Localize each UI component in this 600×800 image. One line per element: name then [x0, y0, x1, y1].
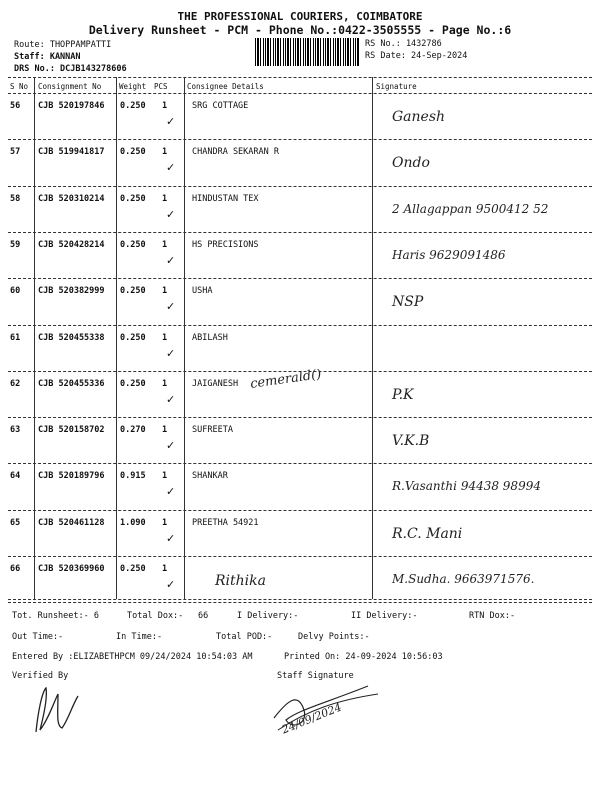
i-delivery: I Delivery:- — [237, 611, 299, 621]
row-pcs: 1 — [162, 425, 168, 436]
col-sep — [372, 77, 373, 599]
row-consignment-no: CJB 520455338 — [38, 332, 105, 343]
row-signature: NSP — [392, 294, 424, 311]
row-consignment-no: CJB 520310214 — [38, 193, 105, 204]
row-consignee: ABILASH — [192, 332, 228, 343]
drs-number: DRS No.: DCJB143278606 — [14, 64, 127, 74]
col-signature: Signature — [376, 82, 417, 91]
rtn-dox: RTN Dox:- — [469, 611, 516, 621]
row-pcs: 1 — [162, 378, 168, 389]
check-mark-icon: ✓ — [166, 439, 176, 453]
row-consignee: PREETHA 54921 — [192, 517, 259, 528]
row-rule — [8, 186, 592, 187]
row-consignment-no: CJB 520428214 — [38, 239, 105, 250]
row-sno: 56 — [10, 101, 21, 111]
check-mark-icon: ✓ — [166, 253, 176, 267]
row-pcs: 1 — [162, 101, 168, 111]
tot-runsheet: Tot. Runsheet:- 6 — [12, 611, 99, 621]
ii-delivery: II Delivery:- — [351, 611, 418, 621]
row-pcs: 1 — [162, 147, 168, 158]
in-time: In Time:- — [116, 632, 163, 642]
row-consignee: HS PRECISIONS — [192, 239, 259, 250]
runsheet-title: Delivery Runsheet - PCM - Phone No.:0422-3505555 - Page No.:6 — [88, 23, 512, 37]
row-consignee: SRG COTTAGE — [192, 101, 249, 111]
staff-signature-label: Staff Signature — [277, 671, 354, 681]
row-consignee: USHA — [192, 286, 213, 297]
check-mark-icon: ✓ — [166, 161, 176, 175]
row-weight: 0.250 — [120, 193, 146, 204]
total-dox: Total Dox:- — [127, 611, 184, 621]
row-weight: 0.250 — [120, 378, 146, 389]
staff-sig-date: 24/09/2024 — [279, 700, 344, 737]
col-sep — [34, 77, 35, 599]
delvy-points: Delvy Points:- — [298, 632, 370, 642]
row-weight: 0.250 — [120, 239, 146, 250]
row-weight: 0.250 — [120, 332, 146, 343]
barcode — [255, 38, 360, 66]
row-rule — [8, 278, 592, 279]
row-sno: 65 — [10, 517, 21, 528]
row-sno: 59 — [10, 239, 21, 250]
row-signature: Ondo — [392, 155, 430, 172]
note-row62: cemerald() — [249, 367, 323, 392]
col-consignee: Consignee Details — [187, 82, 264, 91]
table-top-rule — [8, 77, 592, 78]
row-consignee: JAIGANESH — [192, 378, 239, 389]
check-mark-icon: ✓ — [166, 207, 176, 221]
row-rule — [8, 325, 592, 326]
row-pcs: 1 — [162, 193, 168, 204]
row-pcs: 1 — [162, 517, 168, 528]
row-rule — [8, 232, 592, 233]
row-pcs: 1 — [162, 286, 168, 297]
verified-by-signature — [28, 682, 88, 737]
row-rule — [8, 602, 592, 603]
row-weight: 0.250 — [120, 564, 146, 574]
table-header-rule — [8, 93, 592, 94]
row-rule — [8, 556, 592, 557]
row-weight: 0.915 — [120, 471, 146, 482]
check-mark-icon: ✓ — [166, 115, 176, 128]
row-sno: 58 — [10, 193, 21, 204]
row-consignment-no: CJB 520158702 — [38, 425, 105, 436]
row-consignee: SUFREETA — [192, 425, 233, 436]
row-weight: 0.250 — [120, 101, 146, 111]
check-mark-icon: ✓ — [166, 578, 176, 591]
table-bottom-rule — [8, 599, 592, 600]
row-signature: 2 Allagappan 9500412 52 — [392, 201, 549, 216]
row-weight: 0.250 — [120, 286, 146, 297]
check-mark-icon: ✓ — [166, 531, 176, 545]
check-mark-icon: ✓ — [166, 346, 176, 360]
row-consignment-no: CJB 519941817 — [38, 147, 105, 158]
row-signature: Ganesh — [392, 109, 446, 125]
check-mark-icon: ✓ — [166, 392, 176, 406]
col-pcs: PCS — [154, 82, 168, 91]
row-consignment-no: CJB 520461128 — [38, 517, 105, 528]
company-name: THE PROFESSIONAL COURIERS, COIMBATORE — [177, 10, 423, 23]
row-sno: 66 — [10, 564, 21, 574]
printed-on: Printed On: 24-09-2024 10:56:03 — [284, 652, 443, 662]
entered-by: Entered By :ELIZABETHPCM 09/24/2024 10:54:03 AM — [12, 652, 253, 662]
total-dox-value: 66 — [198, 611, 209, 621]
row-rule — [8, 463, 592, 464]
row-sno: 64 — [10, 471, 21, 482]
row-signature: V.K.B — [392, 433, 430, 450]
row-weight: 0.250 — [120, 147, 146, 158]
row-pcs: 1 — [162, 332, 168, 343]
verified-by-label: Verified By — [12, 671, 69, 681]
row-pcs: 1 — [162, 471, 168, 482]
check-mark-icon: ✓ — [166, 300, 176, 314]
out-time: Out Time:- — [12, 632, 64, 642]
route: Route: THOPPAMPATTI — [14, 40, 112, 50]
row-consignment-no: CJB 520382999 — [38, 286, 105, 297]
note-row66: Rithika — [215, 573, 266, 589]
row-rule — [8, 510, 592, 511]
row-signature: R.C. Mani — [392, 525, 463, 542]
col-sep — [184, 77, 185, 599]
row-consignment-no: CJB 520197846 — [38, 101, 105, 111]
col-consignment: Consignment No — [38, 82, 102, 91]
row-pcs: 1 — [162, 564, 168, 574]
rs-number: RS No.: 1432786 — [365, 39, 442, 49]
staff: Staff: KANNAN — [14, 52, 81, 62]
col-weight: Weight — [119, 82, 147, 91]
row-signature: Haris 9629091486 — [392, 247, 506, 262]
row-consignee: SHANKAR — [192, 471, 228, 482]
total-pod: Total POD:- — [216, 632, 273, 642]
check-mark-icon: ✓ — [166, 485, 176, 499]
row-consignment-no: CJB 520455336 — [38, 378, 105, 389]
row-consignment-no: CJB 520369960 — [38, 564, 105, 574]
row-sno: 61 — [10, 332, 21, 343]
row-pcs: 1 — [162, 239, 168, 250]
col-sno: S No — [10, 82, 29, 91]
row-weight: 1.090 — [120, 517, 146, 528]
rs-date: RS Date: 24-Sep-2024 — [365, 51, 468, 61]
row-sno: 62 — [10, 378, 21, 389]
row-consignee: HINDUSTAN TEX — [192, 193, 259, 204]
row-rule — [8, 139, 592, 140]
row-consignment-no: CJB 520189796 — [38, 471, 105, 482]
row-signature: R.Vasanthi 94438 98994 — [392, 479, 541, 494]
row-consignee: CHANDRA SEKARAN R — [192, 147, 279, 158]
row-sno: 57 — [10, 147, 21, 158]
row-sno: 60 — [10, 286, 21, 297]
row-rule — [8, 417, 592, 418]
row-weight: 0.270 — [120, 425, 146, 436]
row-sno: 63 — [10, 425, 21, 436]
col-sep — [116, 77, 117, 599]
row-signature: P.K — [392, 386, 414, 403]
row-signature: M.Sudha. 9663971576. — [392, 572, 535, 586]
